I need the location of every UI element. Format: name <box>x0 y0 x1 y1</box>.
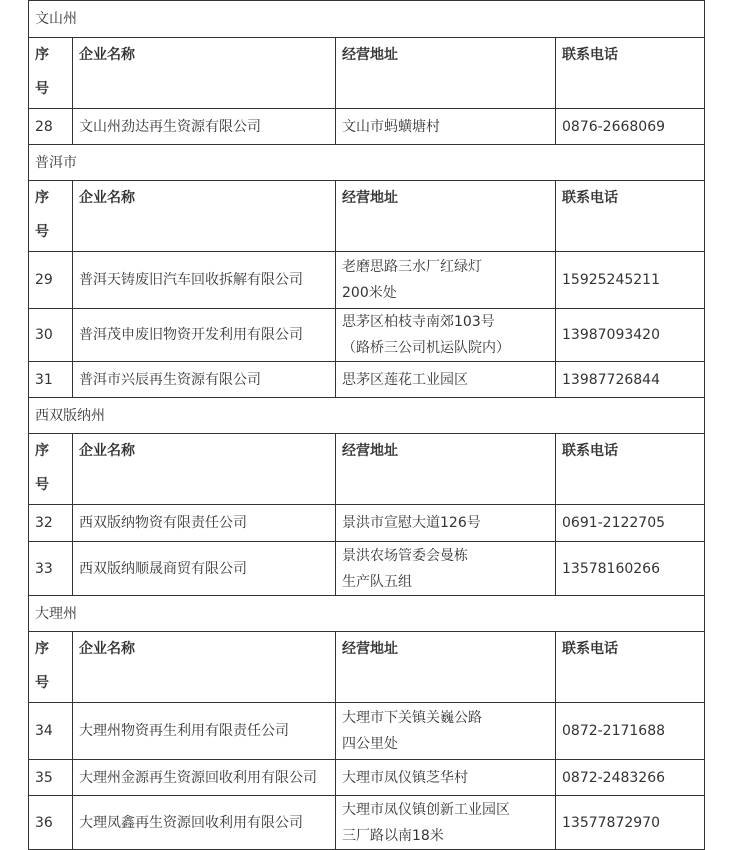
cell-phone: 13577872970 <box>556 796 705 850</box>
table-row <box>29 796 705 850</box>
cell-name: 大理州物资再生利用有限责任公司 <box>73 703 336 760</box>
header-address: 经营地址 <box>336 181 556 252</box>
cell-name: 西双版纳顺晟商贸有限公司 <box>73 542 336 596</box>
table-row <box>29 505 705 542</box>
column-header-row <box>29 181 705 252</box>
header-phone: 联系电话 <box>556 434 705 505</box>
cell-address <box>336 703 556 760</box>
region-row <box>29 596 705 632</box>
cell-address <box>336 309 556 362</box>
cell-seq: 28 <box>29 109 73 145</box>
address-line: 老磨思路三水厂红绿灯 <box>342 259 482 275</box>
region-name: 文山州 <box>29 1 705 38</box>
header-address: 经营地址 <box>336 434 556 505</box>
cell-address <box>336 542 556 596</box>
cell-phone: 13987093420 <box>556 309 705 362</box>
cell-address <box>336 362 556 398</box>
table-row <box>29 362 705 398</box>
header-name: 企业名称 <box>73 434 336 505</box>
region-row <box>29 145 705 181</box>
table-row <box>29 703 705 760</box>
cell-phone: 0876-2668069 <box>556 109 705 145</box>
address-line: 生产队五组 <box>342 573 412 590</box>
cell-address <box>336 109 556 145</box>
address-line: 大理市下关镇关巍公路 <box>342 710 482 726</box>
cell-seq: 29 <box>29 252 73 309</box>
table-row <box>29 542 705 596</box>
table-row <box>29 252 705 309</box>
address-line: 思茅区莲花工业园区 <box>342 371 468 388</box>
cell-phone: 0872-2483266 <box>556 760 705 796</box>
header-phone: 联系电话 <box>556 38 705 109</box>
cell-address <box>336 505 556 542</box>
header-address: 经营地址 <box>336 632 556 703</box>
cell-name: 普洱茂申废旧物资开发利用有限公司 <box>73 309 336 362</box>
address-line: 200米处 <box>342 285 397 301</box>
header-name: 企业名称 <box>73 38 336 109</box>
header-name: 企业名称 <box>73 632 336 703</box>
cell-name: 西双版纳物资有限责任公司 <box>73 505 336 542</box>
region-name: 西双版纳州 <box>29 398 705 434</box>
cell-seq: 35 <box>29 760 73 796</box>
enterprise-table <box>28 0 705 850</box>
enterprise-table-container <box>28 0 704 850</box>
cell-name: 大理凤鑫再生资源回收利用有限公司 <box>73 796 336 850</box>
address-line: 大理市凤仪镇芝华村 <box>342 769 468 786</box>
cell-seq: 34 <box>29 703 73 760</box>
address-line: 景洪农场管委会曼栋 <box>342 547 468 564</box>
cell-seq: 36 <box>29 796 73 850</box>
header-seq: 序 号 <box>29 632 73 703</box>
table-row <box>29 309 705 362</box>
region-row <box>29 1 705 38</box>
enterprise-table-body <box>29 1 705 850</box>
cell-phone: 0691-2122705 <box>556 505 705 542</box>
column-header-row <box>29 38 705 109</box>
header-phone: 联系电话 <box>556 632 705 703</box>
region-name: 普洱市 <box>29 145 705 181</box>
cell-seq: 32 <box>29 505 73 542</box>
address-line: 大理市凤仪镇创新工业园区 <box>342 801 510 818</box>
cell-seq: 33 <box>29 542 73 596</box>
address-line: 文山市蚂蟥塘村 <box>342 118 440 135</box>
address-line: 思茅区柏枝寺南郊103号 <box>342 314 495 330</box>
header-seq: 序 号 <box>29 38 73 109</box>
cell-phone: 13578160266 <box>556 542 705 596</box>
cell-name: 普洱市兴辰再生资源有限公司 <box>73 362 336 398</box>
header-address: 经营地址 <box>336 38 556 109</box>
cell-name: 大理州金源再生资源回收利用有限公司 <box>73 760 336 796</box>
region-row <box>29 398 705 434</box>
cell-phone: 0872-2171688 <box>556 703 705 760</box>
cell-phone: 13987726844 <box>556 362 705 398</box>
cell-address <box>336 760 556 796</box>
region-name: 大理州 <box>29 596 705 632</box>
cell-name: 普洱天铸废旧汽车回收拆解有限公司 <box>73 252 336 309</box>
address-line: 景洪市宣慰大道126号 <box>342 515 481 531</box>
column-header-row <box>29 632 705 703</box>
cell-address <box>336 796 556 850</box>
table-row <box>29 760 705 796</box>
cell-name: 文山州劲达再生资源有限公司 <box>73 109 336 145</box>
cell-address <box>336 252 556 309</box>
cell-seq: 31 <box>29 362 73 398</box>
header-name: 企业名称 <box>73 181 336 252</box>
header-phone: 联系电话 <box>556 181 705 252</box>
cell-phone: 15925245211 <box>556 252 705 309</box>
address-line: 四公里处 <box>342 736 398 752</box>
header-seq: 序 号 <box>29 434 73 505</box>
address-line: （路桥三公司机运队院内） <box>342 340 510 356</box>
address-line: 三厂路以南18米 <box>342 827 444 844</box>
column-header-row <box>29 434 705 505</box>
header-seq: 序 号 <box>29 181 73 252</box>
cell-seq: 30 <box>29 309 73 362</box>
table-row <box>29 109 705 145</box>
